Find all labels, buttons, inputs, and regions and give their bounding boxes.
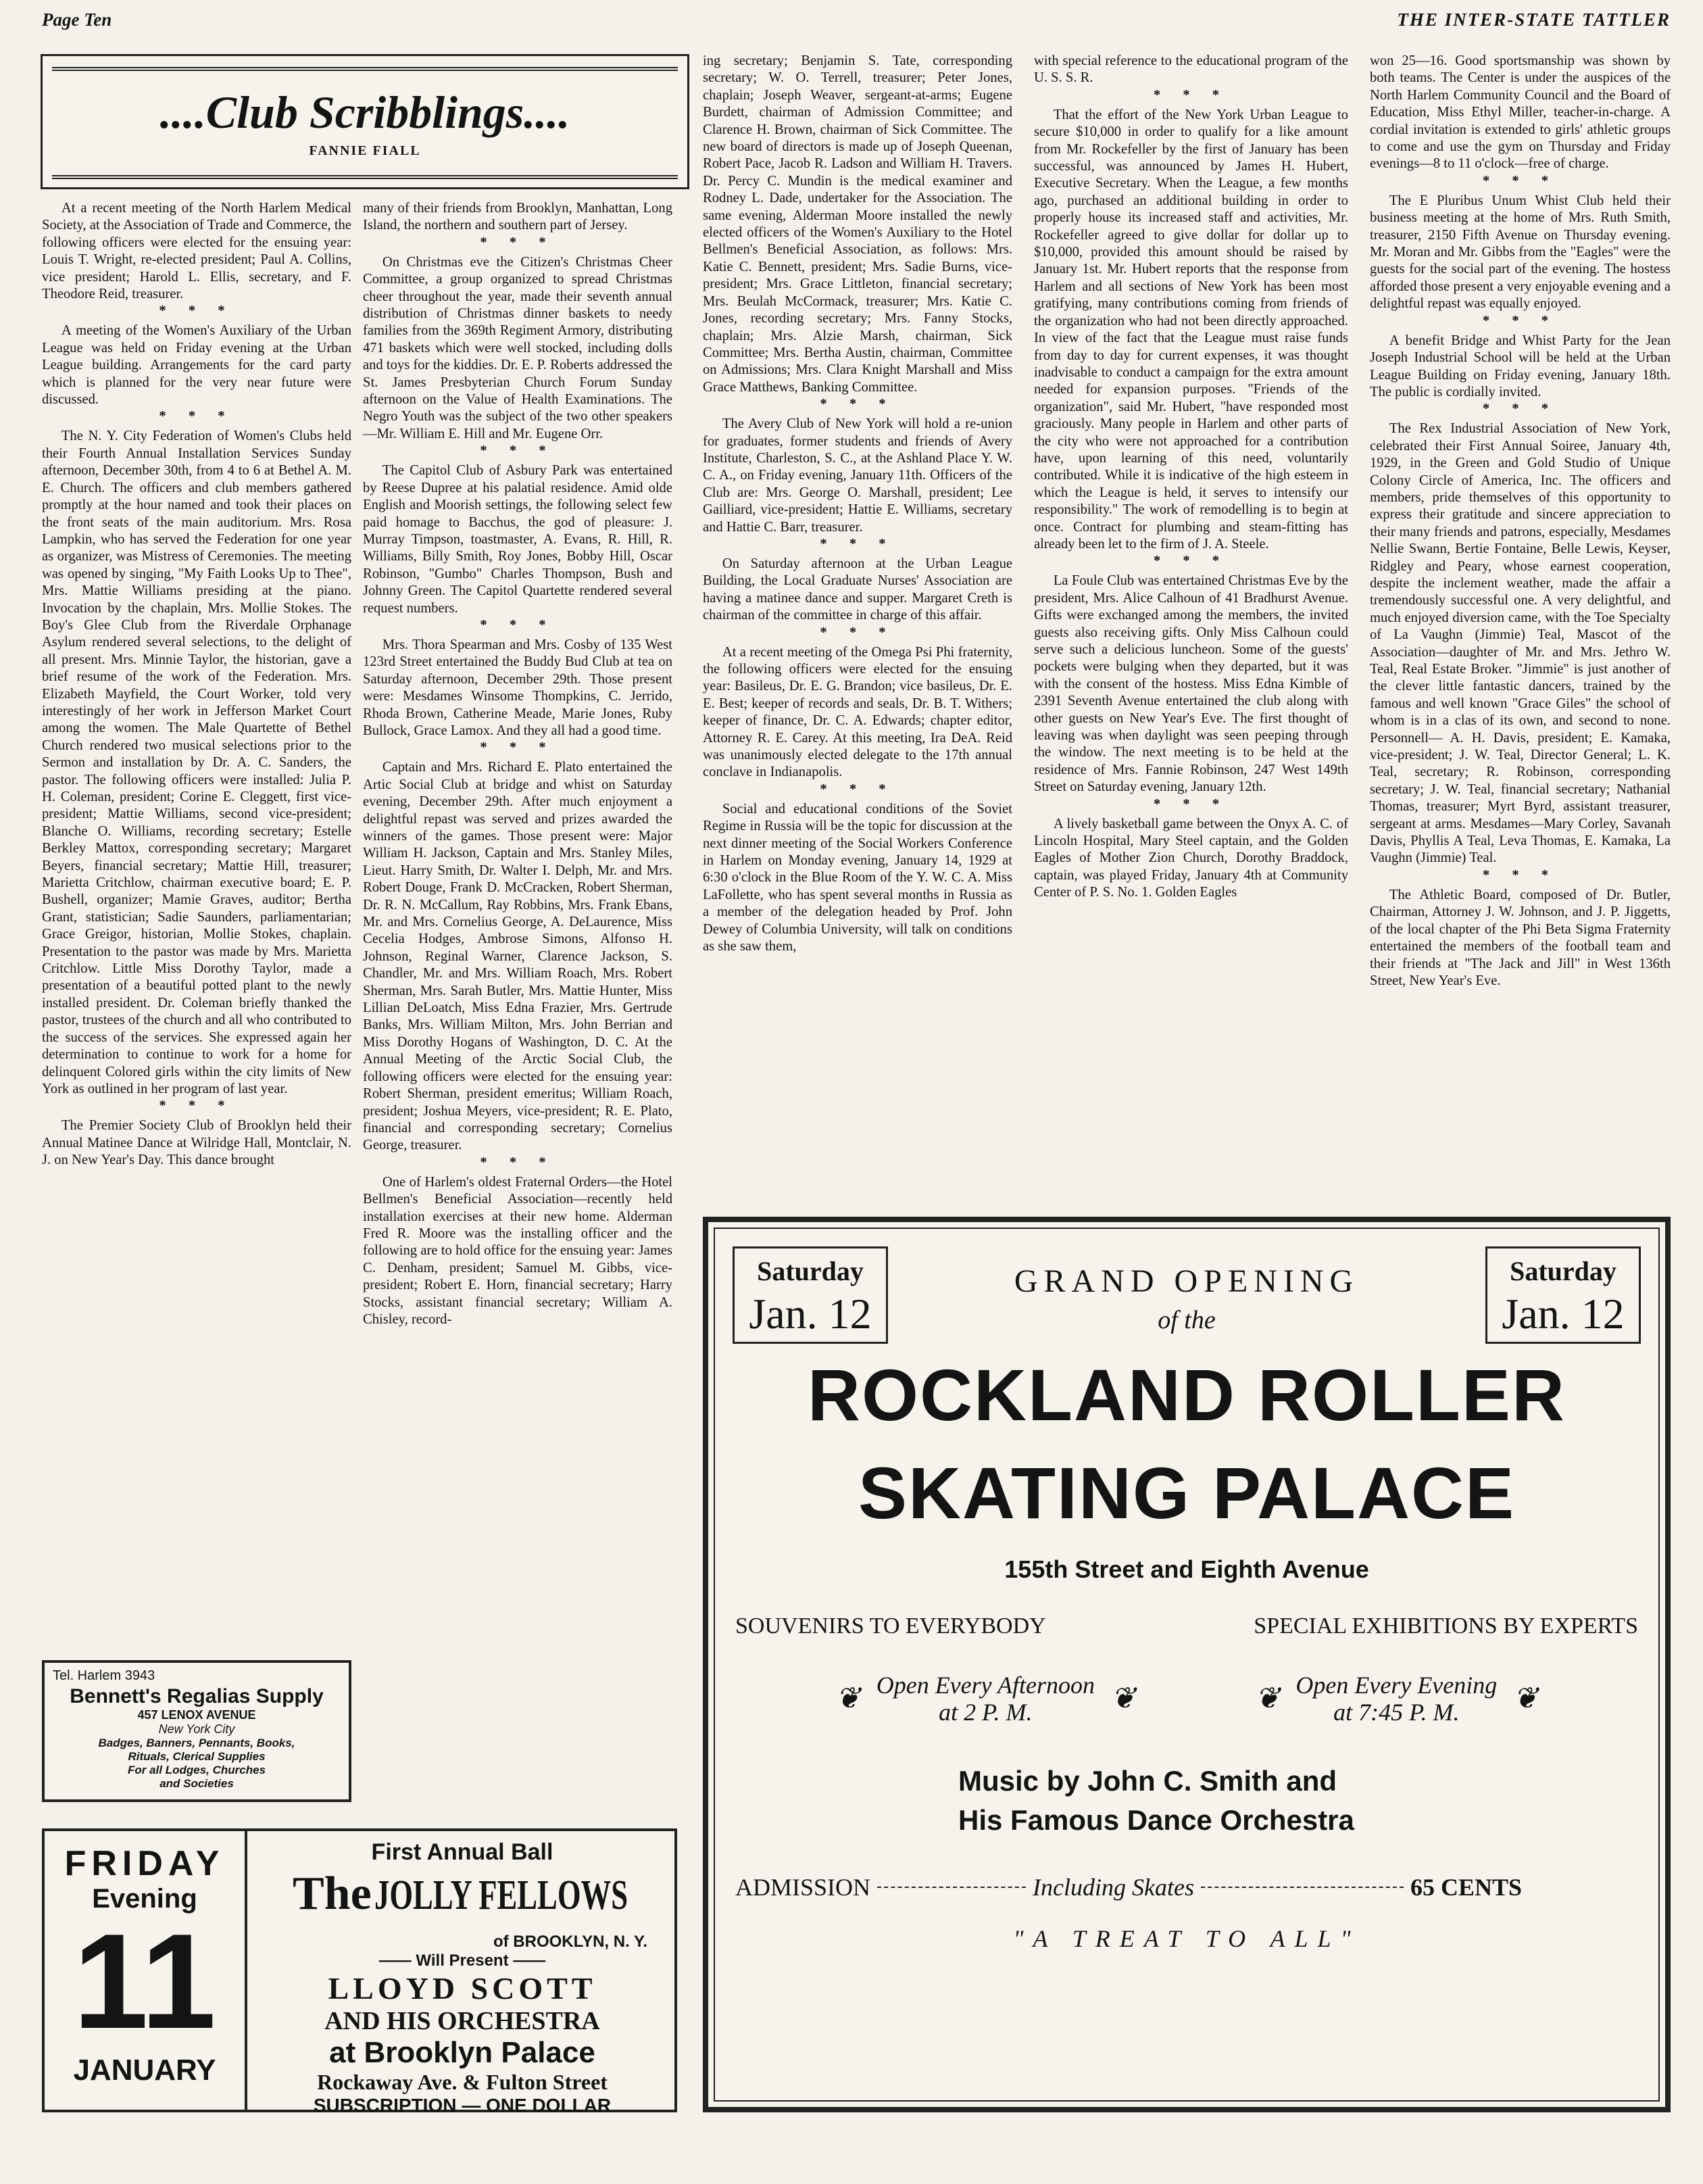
- stamp-date-right: Jan. 12: [1502, 1290, 1625, 1338]
- jolly-month: JANUARY: [73, 2054, 216, 2087]
- afternoon-1: Open Every Afternoon: [876, 1672, 1095, 1699]
- rink-name-2: SKATING PALACE: [858, 1452, 1515, 1534]
- jolly-event: First Annual Ball: [371, 1839, 553, 1865]
- separator: * * *: [1482, 402, 1558, 417]
- separator: * * *: [480, 443, 556, 459]
- jolly-date: 11: [73, 1906, 216, 2057]
- stamp-date-left: Jan. 12: [749, 1290, 872, 1338]
- separator: * * *: [1153, 554, 1229, 569]
- jolly-price: SUBSCRIPTION — ONE DOLLAR: [313, 2095, 612, 2116]
- afternoon-2: at 2 P. M.: [939, 1699, 1033, 1726]
- separator: * * *: [820, 397, 895, 412]
- section-title: ....Club Scribblings....: [159, 87, 570, 138]
- article-paragraph: A meeting of the Women's Auxiliary of the Urban League was held on Friday evening at the Urban League building. Arrangements for the card party which is planned for the very near future were discussed.: [42, 323, 351, 408]
- article-paragraph: won 25—16. Good sportsmanship was shown by both teams. The Center is under the auspices of the North Harlem Community Council and the Board of Education, Miss Ethyl Miller, teacher-in-charge. A cordial invitation is extended to girls' athletic groups to come and use the gym on Thursday and Friday evenings—8 to 11 o'clock—free of charge.: [1370, 53, 1671, 172]
- separator: * * *: [1153, 796, 1229, 812]
- separator: * * *: [480, 617, 556, 633]
- article-paragraph: The Capitol Club of Asbury Park was entertained by Reese Dupree at his palatial residence. Amid olde English and Moorish settings, the following select few paid homage to Bacchus, the god of pleasure: J. Murray Timpson, toastmaster, A. Evans, R. Hill, R. Williams, Billy Smith, Roy Jones, Bobby Hill, Oscar Robinson, "Gumbo" Charles Thompson, Bush and Johnny Green. The Capitol Quartette rendered several request numbers.: [363, 463, 672, 616]
- article-paragraph: The Athletic Board, composed of Dr. Butler, Chairman, Attorney J. W. Johnson, and J. P. Jiggetts, of the local chapter of the Phi Beta Sigma Fraternity entertained the members of the football team and their friends at "The Jack and Jill" in West 136th Street, New Year's Eve.: [1370, 887, 1671, 988]
- slogan: "A TREAT TO ALL": [1013, 1925, 1360, 1952]
- separator: * * *: [480, 235, 556, 250]
- jolly-performer: LLOYD SCOTT: [328, 1971, 597, 2006]
- souvenirs-row: [708, 1613, 1665, 1639]
- jolly-the: The: [292, 1868, 372, 1920]
- article-paragraph: A benefit Bridge and Whist Party for the Jean Joseph Industrial School will be held at the Urban League Building on Friday evening, January 18th. The public is cordially invited.: [1370, 333, 1671, 399]
- article-paragraph: Social and educational conditions of the Soviet Regime in Russia will be the topic for discussion at the next dinner meeting of the Social Workers Conference in Harlem on Monday evening, January 14, 1929 at 6:30 o'clock in the Blue Room of the Y. W. C. A. Miss LaFollette, who has spent several months in Russia as a member of the delegation headed by Prof. John Dewey of Columbia University, will talk on conditions as she saw them,: [703, 801, 1012, 954]
- article-paragraph: At a recent meeting of the Omega Psi Phi fraternity, the following officers were elected for the ensuing year: Basileus, Dr. E. G. Brandon; vice basileus, Dr. E. E. Best; keeper of records and seals, Dr. B. T. Withers; keeper of finance, Dr. C. A. Edwards; chapter editor, Attorney R. E. Carey. At this meeting, Ira DeA. Reid was unanimously elected delegate to the 17th annual conclave in Indianapolis.: [703, 644, 1012, 780]
- regalia-name: Bennett's Regalias Supply: [70, 1685, 324, 1707]
- afternoon-group: [835, 1672, 1137, 1726]
- leader-dashes: [877, 1887, 1026, 1888]
- separator: * * *: [1153, 87, 1229, 103]
- article-paragraph: The N. Y. City Federation of Women's Clubs held their Fourth Annual Installation Services Sunday afternoon, December 30th, from 4 to 6 at Bethel A. M. E. Church. The officers and club members gathered promptly at the hour named and took their places on the front seats of the main auditorium. Mrs. Rosa Lampkin, who has served the Federation for one year as organizer, was Mistress of Ceremonies. The meeting was opened by singing, "My Faith Looks Up to Thee", Mrs. Mattie Williams presiding at the piano. Invocation by the chaplain, Mrs. Mollie Stokes. The Boy's Glee Club from the Riverdale Orphanage Asylum rendered several selections, to the delight of all present. Mrs. Minnie Taylor, the historian, gave a brief resume of the work of the Federation. Mrs. Elizabeth Mayfield, the Court Worker, told very interestingly of her work in Jefferson Market Court among the women. The Male Quartette of Bethel Church rendered two musical selections prior to the Sermon and installation by Dr. A. C. Sanders, the pastor. The following officers were installed: Julia P. H. Coleman, president; Corine E. Cleggett, first vice-president; Mattie Williams, second vice-president; Blanche O. Williams, recording secretary; Estelle Berkley Mattox, corresponding secretary; Margaret Beyers, financial secretary; Mattie Hill, treasurer; Marietta Critchlow, chairman executive board; E. P. Bushell, organizer; Mamie Graves, auditor; Bertha Grant, statistician; Sadie Saunders, parliamentarian; Grace Greigor, historian, Mollie Stokes, chaplain. Presentation to the pastor was made by Mrs. Marietta Critchlow. Little Miss Dorothy Taylor, made a presentation of a beautiful potted plant to the newly installed president. Dr. Coleman briefly thanked the pastor, trustees of the church and all who contributed to the success of the services. She expressed again her determination to continue to work for a home for delinquent Colored girls within the city limits of New York as outlined in her program of last year.: [42, 429, 351, 1096]
- section-title-box: [41, 54, 689, 189]
- article-paragraph: The E Pluribus Unum Whist Club held their business meeting at the home of Mrs. Ruth Smith, treasurer, 2150 Fifth Avenue on Thursday evening. Mr. Moran and Mr. Gibbs from the "Eagles" were the guests for the social part of the evening. The hostess afforded those present a very enjoyable evening and a delightful repast was equally enjoyed.: [1370, 193, 1671, 312]
- flourish-icon: ❦: [1254, 1682, 1280, 1715]
- regalia-ad: [42, 1660, 351, 1802]
- separator: * * *: [480, 740, 556, 756]
- ornamental-rule-bottom: [52, 168, 678, 186]
- jolly-orchestra: AND HIS ORCHESTRA: [324, 2007, 600, 2035]
- article-paragraph: That the effort of the New York Urban League to secure $10,000 in order to qualify for a like amount from Mr. Rockefeller by the first of January has been successful, was announced by James H. Hubert, Executive Secretary. When the League, a few months ago, purchased an additional building in order to properly house its increased staff and activities, Mr. Rockefeller agreed to give dollar for dollar up to $10,000, provided this amount should be raised by January 1st. Mr. Hubert reports that the response from Harlem and all sections of New York has been most gratifying, many contributions coming from friends of the organization who had not been directly approached. In view of the fact that the League must raise funds from day to day for current expenses, it was thought inadvisable to conduct a campaign for the extra amount needed for expansion purposes. "Friends of the organization", said Mr. Hubert, "have responded most graciously. Many people in Harlem and other parts of the city who were not approached for a contribution have, upon learning of this need, voluntarily contributed. While it is indicative of the high esteem in which the League is held, it serves to intensify our responsibility." The work of remodelling is to begin at once. Contract for plumbing and steam-fitting has already been let to the firm of J. A. Steele.: [1034, 107, 1348, 552]
- date-panel: [45, 1831, 247, 2110]
- music-1: Music by John C. Smith and: [958, 1765, 1337, 1797]
- separator: * * *: [159, 409, 235, 424]
- stamp-day-left: Saturday: [757, 1256, 864, 1286]
- jolly-time: Evening: [92, 1884, 197, 1914]
- date-stamp-left: [733, 1246, 888, 1344]
- jolly-venue: at Brooklyn Palace: [329, 2036, 595, 2069]
- separator: * * *: [159, 304, 235, 319]
- article-paragraph: ing secretary; Benjamin S. Tate, corresponding secretary; W. O. Terrell, treasurer; Peter Jones, chaplain; Joseph Weaver, sergeant-at-arms; Eugene Burdett, chairman of Admission Committee; and Clarence H. Brown, chairman of Sick Committee. The new board of directors is made up of Joseph Queenan, Robert Pace, Jacob R. Ladson and William H. Travers. Dr. Percy C. Mundin is the medical examiner and Rodney L. Dade, undertaker for the Association. The same evening, Alderman Moore installed the newly elected officers of the Women's Auxiliary to the Hotel Bellmen's Beneficial Association, as follows: Mrs. Katie C. Bennett, president; Mrs. Sadie Burns, vice-president; Mrs. Grace Littleton, financial secretary; Mrs. Beulah McCormack, treasurer; Mrs. Katie C. Jones, recording secretary; Mrs. Fanny Stocks, chaplain; Mrs. Alzie Marsh, chairman, Sick Committee; Mrs. Bertha Austin, chairman, Committee on Admissions; Mrs. Clara Knight Marshall and Miss Grace Matthews, Banking Committee.: [703, 53, 1012, 395]
- column-4: [1034, 53, 1348, 1209]
- article-paragraph: The Premier Society Club of Brooklyn held their Annual Matinee Dance at Wilridge Hall, Montclair, N. J. on New Year's Day. This dance brought: [42, 1118, 351, 1168]
- column-1: [42, 200, 351, 1653]
- rockland-ad: [703, 1217, 1671, 2112]
- leader-dashes: [1201, 1887, 1404, 1888]
- of-the: of the: [1158, 1306, 1216, 1334]
- hours-row: [708, 1672, 1665, 1726]
- skates: Including Skates: [1033, 1874, 1194, 1901]
- separator: * * *: [480, 1155, 556, 1170]
- jolly-club: JOLLY FELLOWS: [374, 1872, 628, 1918]
- column-3: [703, 53, 1012, 1209]
- stamp-day-right: Saturday: [1510, 1256, 1616, 1286]
- evening-1: Open Every Evening: [1295, 1672, 1498, 1699]
- separator: * * *: [159, 1098, 235, 1114]
- article-paragraph: Captain and Mrs. Richard E. Plato entertained the Artic Social Club at bridge and whist on Saturday evening, December 29th. After much enjoyment a delightful repast was served and prizes awarded the winners of the games. Those present were: Major William H. Jackson, Captain and Mrs. Stanley Miles, Lieut. Harry Smith, Dr. Walter I. Delph, Mr. and Mrs. Robert Douge, Frank D. McCracken, Robert Sherman, Dr. R. N. McCallum, Ray Robbins, Mrs. Frank Ebans, Mr. and Mrs. Cornelius George, A. DeLaurence, Miss Cecelia Hodges, Ambrose Simons, Alfonso H. Johnson, Reginal Warner, Clarence Jackson, S. Chandler, Mr. and Mrs. William Roach, Mrs. Robert Sherman, Mrs. Sarah Butler, Mrs. Mattie Hunter, Miss Lillian DeLoatch, Miss Edna Frazier, Mrs. Gertrude Banks, Mrs. William Milton, Mrs. John Berrian and Miss Dorothy Hogans of Washington, D. C. At the Annual Meeting of the Arctic Social Club, the following officers were elected for the ensuing year: Robert Sherman, president emeritus; William Roach, president; Joshua Meyers, vice-president; R. E. Plato, financial and corresponding secretary; Cornelius George, treasurer.: [363, 760, 672, 1153]
- regalia-line3: For all Lodges, Churches: [127, 1764, 266, 1776]
- article-paragraph: A lively basketball game between the Onyx A. C. of Lincoln Hospital, Mary Steel captain, and the Golden Eagles of Mother Zion Church, Dorothy Braddock, captain, was played Friday, January 4th at Community Center of P. S. No. 1. Golden Eagles: [1034, 816, 1348, 900]
- article-paragraph: with special reference to the educational program of the U. S. S. R.: [1034, 53, 1348, 86]
- ornamental-rule-top: [52, 60, 678, 78]
- article-paragraph: The Rex Industrial Association of New York, celebrated their First Annual Soiree, January 4th, 1929, in the Green and Gold Studio of Unique Colony Circle of America, Inc. The officers and members, pride themselves of this opportunity to express their gratitude and sincere appreciation to their many friends and patrons, especially, Mesdames Nellie Swann, Bertie Fontaine, Belle Lewis, Keyser, Ridgley and Peary, whose earnest cooperation, despite the inclement weather, made the affair a tremendously successful one. A very delightful, and much enjoyed diversion came, with the Toe Specialty of La Vaughn (Jimmie) Teal, Mascot of the Association—daughter of Mr. and Mrs. Jethro W. Teal, Real Estate Broker. "Jimmie" is just another of the clever little fantastic dancers, trained by the famous and well known "Grace Giles" the school of whom is in a clas of its own, and second to none. Personnell— A. H. Davis, president; E. Kamaka, vice-president; J. W. Teal, Director General; L. K. Teal, secretary; R. Robinson, corresponding secretary; J. W. Teal, financial secretary; Nathanial Thomas, treasurer; Myrt Byrd, assistant treasurer, sergeant at arms. Mesdames—Mary Corley, Savanah Davis, Phyllis A Teal, Leva Thomas, E. Kamaka, La Vaughn (Jimmie) Teal.: [1370, 421, 1671, 866]
- jolly-of: of BROOKLYN, N. Y.: [493, 1933, 647, 1951]
- article-paragraph: The Avery Club of New York will hold a re-union for graduates, former students and friends of Avery Institute, Charleston, S. C., at the Ashland Place Y. W. C. A., on Friday evening, January 11th. Officers of the Club are: Mrs. George O. Marshall, president; Lee Gailliard, vice-president; Hattie E. Williams, secretary and Hattie C. Barr, treasurer.: [703, 416, 1012, 535]
- column-5: [1370, 53, 1671, 1209]
- music-2: His Famous Dance Orchestra: [958, 1804, 1354, 1836]
- separator: * * *: [1482, 173, 1558, 189]
- jolly-address: Rockaway Ave. & Fulton Street: [317, 2070, 608, 2094]
- byline: FANNIE FIALL: [309, 143, 421, 158]
- article-paragraph: La Foule Club was entertained Christmas Eve by the president, Mrs. Alice Calhoun of 41 Bradhurst Avenue. Gifts were exchanged among the members, the invited guests also receiving gifts. Only Miss Calhoun could serve such a delicious luncheon. Some of the guests' pockets were bulging when they departed, but it was with the consent of the hostess. Miss Edna Kimble of 2391 Seventh Avenue entertained the club along with other guests on New Year's Eve. The first thought of leaving was when daylight was seen peeping through the window. The next meeting is to be held at the residence of Mrs. Fannie Robinson, 247 West 149th Street on Saturday evening, January 12th.: [1034, 573, 1348, 795]
- souvenirs: SOUVENIRS TO EVERYBODY: [735, 1613, 1046, 1639]
- article-paragraph: At a recent meeting of the North Harlem Medical Society, at the Association of Trade and Commerce, the following officers were elected for the ensuing year: Louis T. Wright, re-elected president; Paul A. Collins, vice president; Harold L. Ellis, secretary, and F. Theodore Reid, treasurer.: [42, 201, 351, 302]
- rink-name-1: ROCKLAND ROLLER: [808, 1354, 1566, 1436]
- separator: * * *: [1482, 313, 1558, 329]
- flourish-icon: ❦: [1110, 1682, 1136, 1715]
- price: 65 CENTS: [1410, 1874, 1523, 1901]
- regalia-tel: Tel. Harlem 3943: [53, 1668, 155, 1683]
- column-2: [363, 200, 672, 1812]
- article-paragraph: many of their friends from Brooklyn, Manhattan, Long Island, the northern and southern part of Jersey.: [363, 201, 672, 233]
- regalia-line2: Rituals, Clerical Supplies: [128, 1750, 266, 1763]
- regalia-address: 457 LENOX AVENUE: [137, 1708, 256, 1722]
- event-panel: [250, 1831, 674, 2116]
- flourish-icon: ❦: [1512, 1682, 1538, 1715]
- exhibitions: SPECIAL EXHIBITIONS BY EXPERTS: [1254, 1613, 1638, 1639]
- separator: * * *: [1482, 867, 1558, 883]
- regalia-line4: and Societies: [159, 1777, 234, 1790]
- regalia-line1: Badges, Banners, Pennants, Books,: [98, 1737, 295, 1749]
- jolly-club-line: [250, 1867, 674, 1933]
- jolly-day: FRIDAY: [64, 1844, 225, 1883]
- separator: * * *: [820, 781, 895, 797]
- flourish-icon: ❦: [835, 1682, 861, 1715]
- separator: * * *: [820, 625, 895, 640]
- article-paragraph: On Christmas eve the Citizen's Christmas Cheer Committee, a group organized to spread Christmas cheer throughout the year, made their seventh annual distribution of Christmas dinner baskets to needy families from the 369th Regiment Armory, distributing 471 baskets which were well stocked, including dolls and toys for the kiddies. Dr. E. P. Roberts addressed the St. James Presbyterian Church Forum Sunday afternoon on the Value of Health Examinations. The Negro Youth was the subject of the two other speakers—Mr. William E. Hill and Mr. Eugene Orr.: [363, 254, 672, 441]
- grand-opening: GRAND OPENING: [1014, 1263, 1360, 1299]
- masthead: THE INTER-STATE TATTLER: [1397, 9, 1671, 30]
- separator: * * *: [820, 536, 895, 552]
- page-number: Page Ten: [42, 9, 112, 30]
- article-paragraph: On Saturday afternoon at the Urban League Building, the Local Graduate Nurses' Association are having a matinee dance and supper. Margaret Creth is chairman of the committee in charge of this affair.: [703, 556, 1012, 623]
- date-stamp-right: [1485, 1246, 1641, 1344]
- evening-group: [1254, 1672, 1539, 1726]
- jolly-fellows-ad: [42, 1828, 677, 2116]
- admission-row: [708, 1873, 1665, 1901]
- admission: ADMISSION: [735, 1874, 871, 1901]
- rink-address: 155th Street and Eighth Avenue: [1004, 1555, 1369, 1583]
- regalia-city: New York City: [158, 1722, 235, 1736]
- article-paragraph: One of Harlem's oldest Fraternal Orders—the Hotel Bellmen's Beneficial Association—recently held installation exercises at their new home. Alderman Fred R. Moore was the installing officer and the following are to hold office for the ensuing year: James C. Denham, president; Samuel M. Gibbs, vice-president; Robert E. Horn, financial secretary; Harry Stocks, assistant financial secretary; William A. Chisley, record-: [363, 1174, 672, 1327]
- jolly-presents: —— Will Present ——: [378, 1951, 546, 1970]
- evening-2: at 7:45 P. M.: [1333, 1699, 1460, 1726]
- article-paragraph: Mrs. Thora Spearman and Mrs. Cosby of 135 West 123rd Street entertained the Buddy Bud Club at tea on Saturday afternoon, December 29th. Those present were: Mesdames Winsome Thompkins, C. Jerrido, Rhoda Brown, Catherine Meade, Marie Jones, Ruby Bullock, Grace Lamox. And they all had a good time.: [363, 637, 672, 738]
